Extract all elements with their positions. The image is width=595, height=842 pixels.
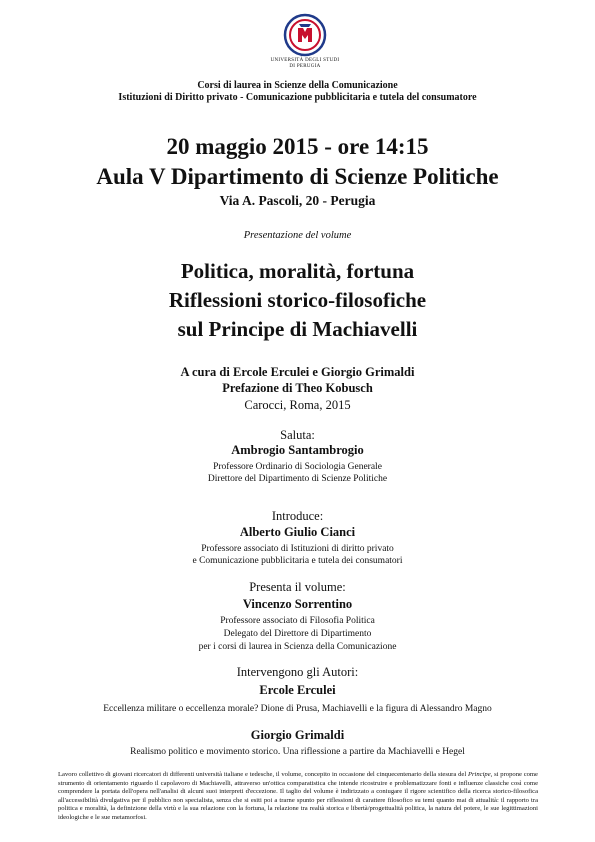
- author-1-talk: Eccellenza militare o eccellenza morale? Dione di Prusa, Machiavelli e la figura di Alessandro Magno: [103, 704, 492, 714]
- intro-label: Introduce:: [271, 509, 324, 523]
- intro-desc-1: Professore associato di Istituzioni di diritto privato: [201, 544, 394, 554]
- abstract-text-1: Lavoro collettivo di giovani ricercatori di differenti università italiane e tedesche, il volume, concepito in occasione del cinquecentenario della stesura del: [58, 771, 468, 778]
- book-editors: A cura di Ercole Erculei e Giorgio Grimaldi: [180, 365, 415, 379]
- degree-line: Corsi di laurea in Scienze della Comunicazione: [197, 80, 398, 91]
- book-abstract: [58, 771, 538, 823]
- course-line: Istituzioni di Diritto privato - Comunicazione pubblicitaria e tutela del consumatore: [118, 92, 477, 103]
- book-preface: Prefazione di Theo Kobusch: [222, 381, 373, 395]
- abstract-italic: Principe: [467, 771, 491, 778]
- greeting-label: Saluta:: [280, 428, 315, 442]
- book-publisher: Carocci, Roma, 2015: [244, 398, 351, 412]
- book-title-line3: sul Principe di Machiavelli: [177, 317, 418, 341]
- university-name: [265, 58, 345, 70]
- author-2-name: Giorgio Grimaldi: [250, 728, 345, 742]
- greeting-desc-1: Professore Ordinario di Sociologia Generale: [213, 462, 382, 472]
- presenter-label: Presenta il volume:: [249, 580, 346, 594]
- greeting-name: Ambrogio Santambrogio: [231, 443, 364, 457]
- author-1-name: Ercole Erculei: [259, 683, 336, 697]
- university-name-line1: UNIVERSITÀ DEGLI STUDI: [270, 58, 340, 63]
- intro-name: Alberto Giulio Cianci: [239, 525, 356, 539]
- authors-label: Intervengono gli Autori:: [236, 665, 359, 679]
- book-title-line2: Riflessioni storico-filosofiche: [168, 288, 427, 312]
- author-2-talk: Realismo politico e movimento storico. Una riflessione a partire da Machiavelli e Hegel: [130, 747, 465, 757]
- abstract-text-2: , si propone come strumento di orientamento riguardo il capolavoro di Machiavelli, attraverso un'ottica comparatistica che intende ricostruire e problematizzare fonti e influenze classiche così come comprendere la portata dell'opera nell'analisi di alcuni suoi interpreti d'eccezione. Il taglio del volume è indirizzato a coniugare il rigore scientifico della ricerca storico-filosofica all'accessibilità divulgativa per il pubblico non specialista, senza che si esiti poi a trarne spunto per riflessioni di carattere filosofico su temi quanto mai di attualità: il rapporto tra politica e moralità, la definizione della virtù e la sua relazione con la fortuna, la relazione tra realtà storica e libertà/progettualità politica, la natura del potere, le sue legittimazioni ideologiche e le sue metamorfosi.: [58, 771, 538, 821]
- presenter-desc-1: Professore associato di Filosofia Politica: [220, 616, 375, 626]
- book-title-line1: Politica, moralità, fortuna: [180, 259, 415, 283]
- event-room: Aula V Dipartimento di Scienze Politiche: [96, 164, 499, 189]
- event-datetime: 20 maggio 2015 - ore 14:15: [166, 134, 429, 159]
- university-name-line2: DI PERUGIA: [289, 64, 321, 69]
- intro-desc-2: e Comunicazione pubblicitaria e tutela dei consumatori: [192, 556, 403, 566]
- event-address: Via A. Pascoli, 20 - Perugia: [219, 193, 376, 208]
- presenter-desc-3: per i corsi di laurea in Scienza della Comunicazione: [198, 642, 397, 652]
- presenter-name: Vincenzo Sorrentino: [242, 597, 353, 611]
- greeting-desc-2: Direttore del Dipartimento di Scienze Politiche: [207, 474, 388, 484]
- presenter-desc-2: Delegato del Direttore di Dipartimento: [223, 629, 372, 639]
- presentation-label: Presentazione del volume: [243, 230, 352, 241]
